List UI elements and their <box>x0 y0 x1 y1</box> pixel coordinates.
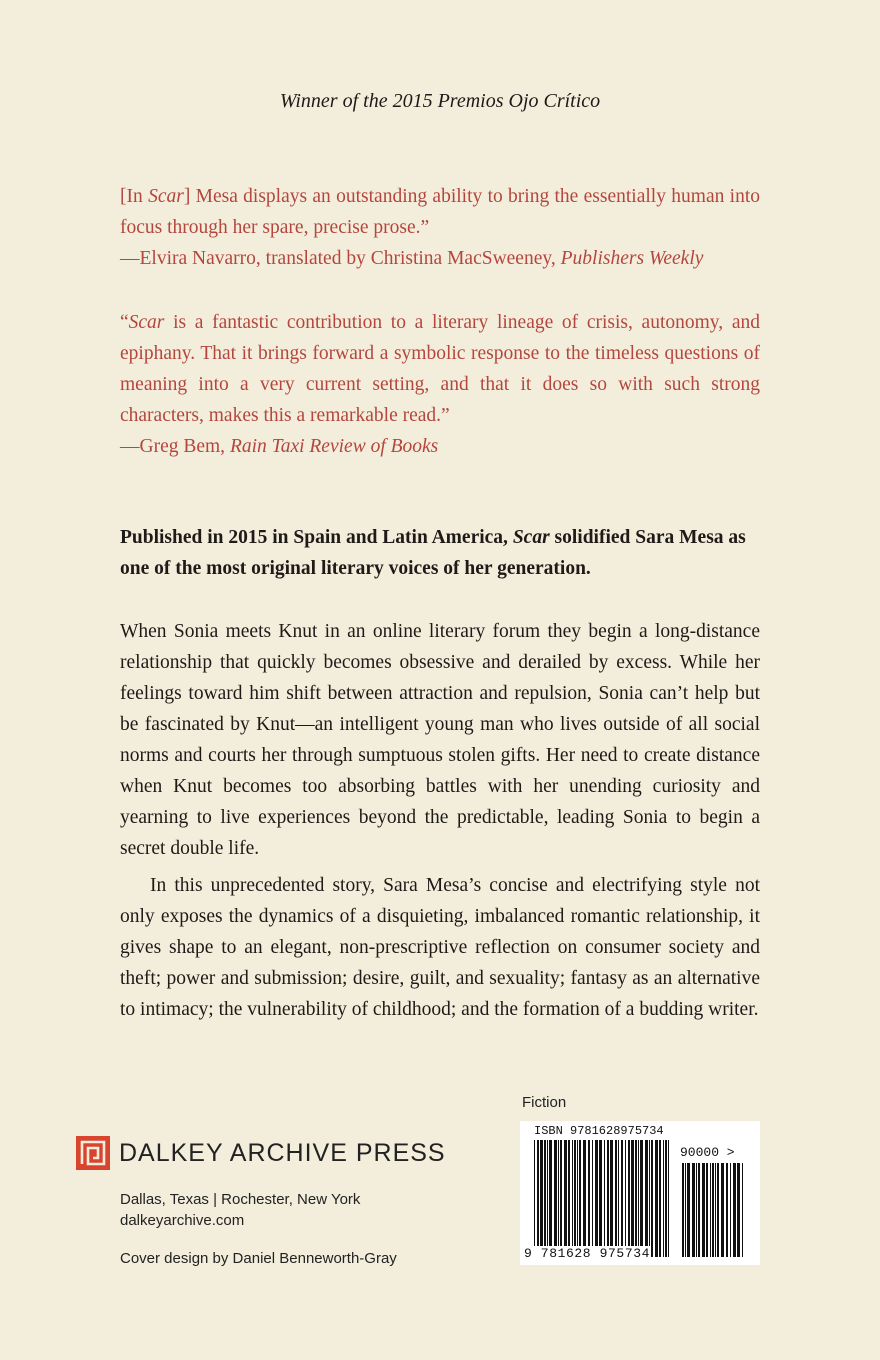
barcode-bar <box>568 1140 570 1257</box>
barcode-bar <box>702 1163 705 1257</box>
barcode-bar <box>537 1140 539 1257</box>
description-paragraph-1: When Sonia meets Knut in an online literary forum they begin a long-distance relationship that quickly becomes obsessive and derailed by excess. While her feelings toward him shift between attraction and repulsion, Sonia can’t help but be fascinated by Knut—an intelligent young man who lives outside of all social norms and courts her through sumptuous stolen gifts. Her need to create distance when Knut becomes too absorbing battles with her unending curiosity and yearning to live experiences beyond the predictable, leading Sonia to begin a secret double life. <box>120 621 760 859</box>
barcode-bar <box>665 1140 667 1257</box>
barcode-bar <box>574 1140 576 1257</box>
barcode-bar <box>599 1140 602 1257</box>
publisher-locations: Dallas, Texas | Rochester, New York <box>120 1191 361 1208</box>
barcode-bar <box>710 1163 711 1257</box>
barcode-bar <box>715 1163 716 1257</box>
genre-label: Fiction <box>522 1094 567 1111</box>
barcode-bar <box>649 1140 650 1257</box>
barcode-bar <box>628 1140 630 1257</box>
summary-before: Published in 2015 in Spain and Latin America, <box>120 527 513 548</box>
quote-1-attribution: —Elvira Navarro, translated by Christina MacSweeney, <box>120 248 561 269</box>
barcode-bar <box>604 1140 605 1257</box>
barcode-bar <box>645 1140 648 1257</box>
barcode-bar <box>572 1140 573 1257</box>
quote-1-text: ] Mesa displays an outstanding ability to bring the essentially human into focus through her spare, precise prose.” <box>120 186 760 238</box>
barcode-bar <box>663 1140 664 1257</box>
barcode-bar <box>726 1163 728 1257</box>
barcode-bar <box>635 1140 637 1257</box>
book-description <box>120 616 760 1025</box>
barcode-bar <box>547 1140 548 1257</box>
barcode-bar <box>721 1163 724 1257</box>
barcode-bar <box>737 1163 740 1257</box>
barcode-bar <box>577 1140 578 1257</box>
quote-1-open: [In <box>120 186 149 207</box>
summary-title: Scar <box>512 527 550 548</box>
quote-2-text: is a fantastic contribution to a literary lineage of crisis, autonomy, and epiphany. That it brings forward a symbolic response to the timeless questions of meaning into a very current setting, and that it does so with such strong characters, makes this a remarkable read.” <box>120 312 760 426</box>
barcode-bar <box>631 1140 634 1257</box>
isbn-digits: 9 781628 975734 <box>524 1246 651 1261</box>
summary-after: solidified Sara Mesa as one of the most original literary voices of her generation. <box>120 527 746 579</box>
barcode-bar <box>544 1140 546 1257</box>
barcode-bar <box>640 1140 643 1257</box>
book-summary <box>120 522 760 584</box>
barcode-bar <box>534 1140 535 1257</box>
barcode-bar <box>742 1163 743 1257</box>
barcode-bar <box>607 1140 609 1257</box>
barcode-bar <box>696 1163 697 1257</box>
barcode-bar <box>682 1163 684 1257</box>
barcode-bar <box>560 1140 562 1257</box>
barcode-bar <box>621 1140 623 1257</box>
isbn-label: ISBN 9781628975734 <box>534 1124 664 1138</box>
barcode-bar <box>730 1163 731 1257</box>
barcode-bar <box>588 1140 590 1257</box>
quote-2-attribution: —Greg Bem, <box>120 436 230 457</box>
publisher-info <box>120 1189 360 1231</box>
barcode-bar <box>583 1140 586 1257</box>
barcode-bar <box>618 1140 619 1257</box>
barcode-bar <box>717 1163 719 1257</box>
barcode-bar <box>595 1140 598 1257</box>
barcode-bar <box>579 1140 581 1257</box>
description-paragraph-2: In this unprecedented story, Sara Mesa’s concise and electrifying style not only exposes the dynamics of a disquieting, imbalanced romantic relationship, it gives shape to an elegant, non-prescriptive reflection on consumer society and theft; power and submission; desire, guilt, and sexuality; fantasy as an alternative to intimacy; the vulnerability of childhood; and the formation of a budding writer. <box>120 875 760 1020</box>
cover-design-credit: Cover design by Daniel Benneworth-Gray <box>120 1250 397 1267</box>
barcode-bar <box>733 1163 736 1257</box>
review-quote-1 <box>120 181 760 274</box>
award-line: Winner of the 2015 Premios Ojo Crítico <box>279 90 601 112</box>
quote-2-title: Scar <box>128 312 165 333</box>
publisher-website: dalkeyarchive.com <box>120 1212 245 1229</box>
barcode-bar <box>615 1140 617 1257</box>
barcode-bar <box>692 1163 695 1257</box>
barcode-bar <box>625 1140 626 1257</box>
barcode-bar <box>540 1140 543 1257</box>
isbn-barcode <box>520 1121 760 1265</box>
publisher-name: DALKEY ARCHIVE PRESS <box>119 1138 446 1167</box>
dalkey-spiral-logo-icon <box>76 1136 110 1170</box>
quote-2-open: “ <box>120 312 129 333</box>
barcode-bar <box>655 1140 658 1257</box>
barcode-bars-icon <box>520 1121 760 1265</box>
quote-1-title: Scar <box>148 186 184 207</box>
barcode-bar <box>549 1140 552 1257</box>
publisher-block <box>76 1136 446 1170</box>
barcode-bar <box>610 1140 613 1257</box>
barcode-bar <box>558 1140 559 1257</box>
review-quote-2 <box>120 307 760 462</box>
barcode-bar <box>712 1163 714 1257</box>
quote-1-source: Publishers Weekly <box>560 248 704 269</box>
barcode-bar <box>554 1140 557 1257</box>
barcode-bar <box>706 1163 708 1257</box>
barcode-bar <box>564 1140 567 1257</box>
barcode-bar <box>638 1140 639 1257</box>
barcode-bar <box>668 1140 669 1257</box>
quote-2-source: Rain Taxi Review of Books <box>229 436 439 457</box>
barcode-bar <box>659 1140 661 1257</box>
barcode-bar <box>685 1163 686 1257</box>
barcode-bar <box>651 1140 653 1257</box>
barcode-bar <box>698 1163 700 1257</box>
barcode-bar <box>592 1140 593 1257</box>
price-code: 90000 > <box>680 1145 735 1160</box>
barcode-bar <box>687 1163 690 1257</box>
